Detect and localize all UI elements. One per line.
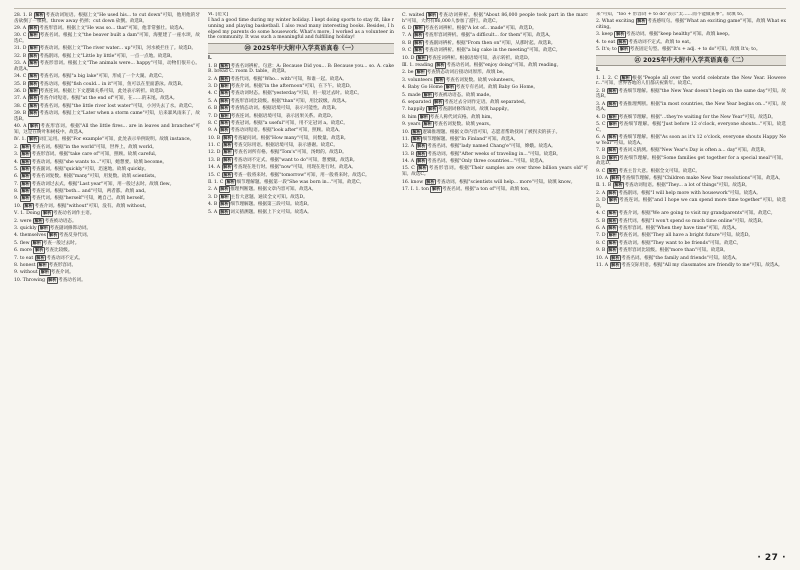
answer-item: 7. D 解析 考查连词。根据语境可知，表示因果关系。故选D。 (208, 112, 336, 119)
answer-item: 5. It's; to 解析 考查固定句型。根据"It's + adj. + to do"可知。故填 It's; to。 (596, 46, 761, 53)
answer-item: 7. happily 解析 考查副词修饰动词。故填 happily。 (402, 106, 512, 113)
analysis-tag: 解析 (608, 239, 617, 245)
analysis-tag: 解析 (445, 84, 455, 90)
analysis-tag: 解析 (419, 113, 429, 119)
answer-item: 2. B 解析 考查细节理解。根据"the New Year doesn't begin on the same day"可知。故选B。 (596, 87, 786, 100)
answer-item: 5. B 解析 考查代词。根据"I won't spend so much time online"可知。故选B。 (596, 217, 766, 224)
answer-item: 12. A 解析 考查名词。根据"lady named Chang'e"可知，嫦娥。故选A。 (402, 143, 556, 150)
analysis-tag: 解析 (220, 62, 229, 68)
analysis-tag: 解析 (220, 90, 229, 96)
answer-item: 2. A 解析 推理判断题。根据文章内容可知。故选A。 (208, 186, 317, 193)
analysis-tag: 解析 (36, 254, 45, 260)
answer-item: 9. years 解析 考查名词复数。故填 years。 (402, 121, 494, 128)
answer-item: 2. A 解析 考查副词。根据"I will help more with housework"可知。故选A。 (596, 189, 761, 196)
analysis-tag: 解析 (21, 165, 30, 171)
section-subheading: Ⅰ. (208, 54, 212, 61)
analysis-tag: 解析 (220, 97, 229, 103)
analysis-tag: 解析 (29, 73, 38, 79)
analysis-tag: 解析 (608, 154, 618, 160)
answer-item: 4. B 解析 细节理解题。根据第三段可知。故选B。 (208, 201, 312, 208)
answer-item: C. waited 解析 考查动词辨析。根据"About 86,000 people took part in the march"可知，大约有86,000人参加了游行。故选C。 (402, 12, 588, 24)
answer-item: 10. B 解析 考查疑问词。根据"How many"可知，问数量。故选B。 (208, 134, 349, 141)
analysis-tag: 解析 (21, 195, 30, 201)
analysis-tag: 解析 (223, 149, 232, 155)
answer-item: 12. D 解析 考查名词所有格。根据"Tom's"可知，汤姆的。故选D。 (208, 149, 347, 156)
answer-item: 4. Baby Go Home 解析 考查专有名词。故填 Baby Go Home。 (402, 84, 538, 91)
section-subheading: Ⅰ. (596, 66, 600, 73)
analysis-tag: 解析 (21, 188, 30, 194)
analysis-tag: 解析 (21, 158, 30, 164)
answer-item: 10. A 解析 考查细节理解。根据"Children make New Year resolutions"可知。故选A。 (596, 174, 784, 181)
analysis-tag: 解析 (29, 88, 38, 94)
answer-item: 8. him 解析 考查人称代词宾格。故填 him。 (402, 113, 496, 120)
answer-item: 15. C 解析 考查一般将来时。根据"tomorrow"可知，用一般将来时。故选C。 (208, 171, 370, 178)
analysis-tag: 解析 (414, 47, 423, 53)
analysis-tag: 解析 (618, 38, 627, 44)
answer-item: 7. A 解析 考查形容词辨析。根据"a difficult... for them"可知。故选A。 (402, 32, 554, 39)
answer-item: 9. C 解析 考查主旨大意。根据全文可知。故选C。 (596, 167, 701, 174)
answer-item: 14. A 解析 考查现在进行时。根据"now"可知，用现在进行时。故选A。 (208, 164, 356, 171)
answer-item: 2. be 解析 考查情态动词后接动词原形。故填 be。 (402, 69, 508, 76)
answer-item: 2. were 解析 考查被动语态。 (14, 217, 77, 224)
answer-item: 4. to eat 解析 考查动词不定式。故填 to eat。 (596, 38, 694, 45)
analysis-tag: 解析 (21, 151, 30, 157)
analysis-tag: 解析 (29, 60, 38, 66)
answer-item: 9. A 解析 考查动词短语。根据"look after"可知，照顾。故选A。 (208, 127, 343, 134)
analysis-tag: 解析 (29, 110, 38, 116)
answer-item: 3. D 解析 考查介词。根据"in the afternoon"可知，在下午。故选D。 (208, 82, 355, 89)
answer-item: 7. 解析 考查动词过去式。根据"Last year"可知，用一般过去时。故填 flew。 (14, 180, 175, 187)
analysis-tag: 解析 (608, 113, 617, 119)
analysis-tag: 解析 (223, 142, 232, 148)
analysis-tag: 解析 (417, 158, 426, 164)
answer-item: 14. A 解析 考查名词。根据"Only three countries..."可知。故选A。 (402, 158, 547, 165)
analysis-tag: 解析 (29, 95, 38, 101)
answer-item: 6. A 解析 考查细节理解。根据"As soon as it's 12 o'clock, everyone shouts Happy New Year"可知。故选A。 (596, 134, 786, 146)
analysis-tag: 解析 (621, 74, 630, 80)
answer-item: 34. C 解析 考查名词。根据"a big lake"可知，形成了一个大湖。故选C。 (14, 73, 167, 80)
analysis-tag: 解析 (416, 69, 425, 75)
answer-item: 来"可知，"too + 形容词 + to do"表示"太……而不能做某事"。故填 to。 (596, 12, 747, 17)
analysis-tag: 解析 (412, 128, 421, 134)
answer-item: Ⅱ. 1. C 解析 细节理解题。根据第一段"She was born in..."可知。故选C。 (208, 179, 365, 186)
analysis-tag: 解析 (24, 202, 33, 208)
answer-item: 38. C 解析 考查名词。根据"the little river lost water"可知，小河失去了水。故选C。 (14, 102, 197, 109)
analysis-tag: 解析 (427, 12, 437, 17)
analysis-tag: 解析 (414, 25, 423, 31)
page-number: · 27 · (757, 553, 786, 563)
analysis-tag: 解析 (220, 127, 229, 133)
analysis-tag: 解析 (608, 217, 617, 223)
analysis-tag: 解析 (226, 179, 235, 185)
answer-item: 5. 解析 考查副词。根据"quickly"可知，迅速地。故填 quickly。 (14, 165, 149, 172)
answer-item: 2. A 解析 考查代词。根据"Who... with"可知，和谁一起。故选A。 (208, 75, 347, 82)
answer-item: 39. B 解析 考查动词。根据上文"Later when a storm came"可知，后来暴风雨来了，故选B。 (14, 110, 200, 123)
analysis-tag: 解析 (611, 261, 620, 267)
answer-item: 10. A 解析 考查名词。根据"the family and friends"可知。故选A。 (596, 254, 740, 261)
answer-item: 5. C 解析 考查细节理解。根据"Just before 12 o'clock, everyone shouts..."可知。故选C。 (596, 121, 786, 133)
analysis-tag: 解析 (220, 112, 229, 118)
answer-item: I had a good time during my winter holiday. I kept doing sports to stay fit, like running and playing basketball. I also read many interesting books. Besides, I helped my parents do some housework. What's more, I worked as a volunteer in the community. It was such a meaningful and fulfilling holiday! (208, 18, 394, 41)
analysis-tag: 解析 (28, 136, 38, 142)
answer-item: 7. B 解析 考查词义猜测。根据"New Year's Day is often a... day"可知。故选B。 (596, 147, 769, 154)
analysis-tag: 解析 (29, 102, 38, 108)
analysis-tag: 解析 (42, 210, 52, 216)
analysis-tag: 解析 (223, 134, 232, 140)
analysis-tag: 解析 (34, 247, 44, 253)
answer-item: 10. Throwing 解析 考查动名词。 (14, 276, 86, 283)
answer-item: 8. 解析 考查连词。根据"both... and"可知，两者都。故填 and。 (14, 188, 149, 195)
answer-item: 8. C 解析 考查动词。根据"They want to be friends"可知。故选C。 (596, 239, 742, 246)
analysis-tag: 解析 (414, 39, 423, 45)
analysis-tag: 解析 (614, 182, 623, 188)
analysis-tag: 解析 (426, 178, 435, 184)
answer-item: 35. B 解析 考查动词。根据"fish could... in it"可知，鱼可以在里面游泳。故选B。 (14, 80, 186, 87)
analysis-tag: 解析 (220, 201, 229, 207)
answer-item: 33. A 解析 考查形容词。根据上文"The animals were... happy"可知，动物们很开心。故选A。 (14, 60, 200, 73)
answer-item: 5. A 解析 考查形容词比较级。根据"than"可知，用比较级。故选A。 (208, 97, 350, 104)
column-1 (14, 12, 200, 544)
analysis-tag: 解析 (637, 18, 646, 24)
answer-item: 11. C 解析 考查交际用语。根据语境可知，表示感谢。故选C。 (208, 142, 338, 149)
column-2 (208, 12, 394, 544)
analysis-tag: 解析 (21, 180, 30, 186)
analysis-tag: 解析 (49, 232, 58, 238)
analysis-tag: 解析 (608, 197, 618, 203)
analysis-tag: 解析 (608, 147, 617, 153)
analysis-tag: 解析 (223, 156, 232, 162)
answer-item: Ⅵ. [范文] (208, 12, 229, 17)
answer-item: 6. more 解析 考查比较级。 (14, 247, 73, 254)
analysis-tag: 解析 (21, 173, 30, 179)
answer-item: 5. flew 解析 考查一般过去时。 (14, 239, 80, 246)
answer-item: 2. 解析 考查名词。根据"in the world"可知，世界上。故填 world。 (14, 143, 157, 150)
analysis-tag: 解析 (223, 171, 232, 177)
analysis-tag: 解析 (417, 54, 426, 60)
answer-item: 13. B 解析 考查动词。根据"After weeks of traveling in..."可知。故选B。 (402, 150, 561, 157)
analysis-tag: 解析 (29, 25, 38, 31)
analysis-tag: 解析 (32, 239, 42, 245)
answer-item: 9. 解析 考查代词。根据"herself"可知，她自己。故填 herself。 (14, 195, 148, 202)
answer-item: 4. C 解析 考查介词。根据"We are going to visit my grandparents"可知。故选C。 (596, 210, 776, 217)
analysis-tag: 解析 (436, 62, 445, 67)
answer-item: 9. without 解析 考查介词。 (14, 269, 74, 276)
analysis-tag: 解析 (611, 254, 620, 260)
answer-item: 8. D 解析 考查细节理解。根据"Some families get together for a special meal"可知。故选D。 (596, 154, 786, 167)
analysis-tag: 解析 (417, 143, 426, 149)
answer-item: 29. A 解析 考查形容词。根据上文"He was so... that"可知，他非常强壮。故选A。 (14, 25, 187, 32)
answer-item: Ⅲ. 1. reading 解析 考查动名词。根据"enjoy doing"可知。故填 reading。 (402, 62, 562, 68)
answer-item: 8. C 解析 考查冠词。根据"a useful"可知，用不定冠词 a。故选C。 (208, 119, 348, 126)
analysis-tag: 解析 (608, 167, 617, 173)
answer-item: 36. D 解析 考查连词。根据上下文逻辑关系可知，此处表示转折。故选D。 (14, 88, 168, 95)
answer-item: 37. A 解析 考查介词短语。根据"at the end of"可知，在……的末尾。故选A。 (14, 95, 178, 102)
answer-item: 6. separated 解析 考查过去分词作定语。故填 separated。 (402, 98, 529, 105)
answer-item: 17. I. 1. ton 解析 考查名词。根据"a ton of"可知。故填 ton。 (402, 185, 533, 192)
analysis-tag: 解析 (608, 121, 618, 127)
analysis-tag: 解析 (435, 76, 444, 82)
analysis-tag: 解析 (414, 32, 423, 38)
analysis-tag: 解析 (220, 82, 229, 88)
analysis-tag: 解析 (35, 12, 44, 17)
section-title-exam-1: ⑳ 2025年中大附中入学英语真卷（一） (208, 43, 394, 54)
analysis-tag: 解析 (220, 193, 229, 199)
answer-item: 3. volunteers 解析 考查名词复数。故填 volunteers。 (402, 76, 518, 83)
answer-item: Ⅳ. 1. 解析 词汇运用。根据"For example"可知，此处表示举例说明。故填 instance。 (14, 136, 195, 143)
answer-item: 40. A 解析 考查形容词。根据"All the little fires... are in leaves and branches"可知，这是在树叶和树枝中。故选A。 (14, 123, 200, 136)
answer-item: 3. keep 解析 考查动词。根据"keep healthy"可知。故填 keep。 (596, 31, 733, 38)
answer-item: 6. B 解析 考查情态动词。根据语境可知，表示可能性。故选B。 (208, 105, 340, 112)
answer-item: 10. 解析 考查介词。根据"without"可知，没有。故填 without。 (14, 202, 150, 209)
answer-item: 4. C 解析 考查动词时态。根据"yesterday"可知，用一般过去时。故选C。 (208, 90, 362, 97)
analysis-tag: 解析 (428, 106, 437, 112)
answer-item: 3. quickly 解析 考查副词修饰动词。 (14, 225, 92, 232)
analysis-tag: 解析 (21, 143, 30, 149)
answer-item: 30. C 解析 考查名词。根据上文"the beaver built a dam"可知，海狸建了一座水坝，故选C。 (14, 32, 200, 45)
analysis-tag: 解析 (619, 46, 629, 52)
answer-item: 4. D 解析 考查细节理解。根据"...they're waiting for the New Year"可知。故选D。 (596, 113, 776, 120)
section-title-exam-2: ㉑ 2025年中大附中入学英语真卷（二） (596, 55, 786, 66)
analysis-tag: 解析 (423, 91, 433, 97)
answer-item: 2. What exciting 解析 考查感叹句。根据"What an exciting game"可知。故填 What exciting。 (596, 18, 786, 31)
analysis-tag: 解析 (611, 174, 620, 180)
answer-item: 11. 解析 细节理解题。根据"In Finland"可知。故选A。 (402, 135, 519, 142)
top-rule (14, 8, 786, 9)
answer-item: Ⅱ. 1. B 解析 考查动词短语。根据"They... a lot of things"可知。故选B。 (596, 182, 750, 189)
answer-item: Ⅴ. 1. Doing 解析 考查动名词作主语。 (14, 210, 95, 217)
answer-item: 8. honest 解析 考查形容词。 (14, 262, 77, 268)
analysis-tag: 解析 (608, 247, 617, 253)
answer-item: 6. 解析 考查名词复数。根据"many"可知，用复数。故填 scientists。 (14, 173, 159, 180)
answer-item: 1. I. 2. C 解析 根据"People all over the world celebrate the New Year. However..."可知，世界各地的人们都庆祝新年。故选C。 (596, 74, 786, 87)
analysis-tag: 解析 (220, 186, 229, 192)
answer-item: 6. A 解析 考查形容词。根据"When they have time"可知。故选A。 (596, 224, 740, 231)
answer-item: 3. D 解析 考查连词。根据"and I hope we can spend more time together"可知。故选D。 (596, 197, 786, 209)
analysis-tag: 解析 (412, 135, 421, 141)
answer-item: 15. C 解析 考查形容词。根据"Their samples are over three billion years old"可知。故选C。 (402, 165, 588, 178)
analysis-tag: 解析 (29, 80, 38, 86)
analysis-tag: 解析 (29, 45, 38, 51)
analysis-tag: 解析 (29, 52, 38, 58)
analysis-tag: 解析 (220, 75, 229, 81)
analysis-tag: 解析 (608, 134, 617, 140)
analysis-tag: 解析 (220, 208, 229, 214)
answer-item: 3. A 解析 考查推理判断。根据"in most countries, the New Year begins on..."可知。故选A。 (596, 100, 786, 113)
answer-item: 3. 解析 考查形容词。根据"take care of"可知，照顾。故填 careful。 (14, 151, 160, 158)
analysis-tag: 解析 (220, 119, 229, 125)
analysis-tag: 解析 (608, 100, 617, 106)
analysis-tag: 解析 (616, 31, 625, 37)
answer-item: 6. D 解析 考查名词辨析。根据"A lot of... made"可知。故选D。 (402, 25, 537, 32)
analysis-tag: 解析 (417, 150, 426, 156)
column-4 (596, 12, 786, 544)
analysis-tag: 解析 (220, 105, 229, 111)
answer-item: 1. B 解析 考查名词辨析。句意：A: Because Did you... B: Because you... so. A. cake B. bread C. room D. table，故选B。 (208, 62, 394, 75)
answer-item: 7. to eat 解析 考查动词不定式。 (14, 254, 84, 261)
analysis-tag: 解析 (434, 98, 443, 104)
analysis-tag: 解析 (223, 164, 232, 170)
column-3 (402, 12, 588, 544)
answer-item: 3. D 解析 主旨大意题。通读全文可知。故选D。 (208, 193, 308, 200)
analysis-tag: 解析 (29, 32, 38, 38)
answer-item: 9. C 解析 考查动词辨析。根据"a big cake in the meeting"可知。故选C。 (402, 47, 561, 54)
analysis-tag: 解析 (29, 123, 39, 129)
answer-item: 9. B 解析 考查形容词比较级。根据"more than"可知。故选B。 (596, 247, 728, 254)
analysis-tag: 解析 (608, 189, 617, 195)
answer-item: 8. B 解析 考查副词辨析。根据"From then on"可知，从那时起。故选B。 (402, 39, 556, 46)
answer-item: 5. A 解析 词义猜测题。根据上下文可知。故选A。 (208, 208, 312, 215)
analysis-tag: 解析 (431, 185, 441, 191)
answer-item: 10. 解析 逻辑推理题。根据文章内容可知，志愿者帮助找回了被拐卖的孩子。 (402, 128, 561, 135)
analysis-tag: 解析 (418, 165, 427, 171)
analysis-tag: 解析 (38, 262, 47, 267)
analysis-tag: 解析 (40, 269, 50, 275)
analysis-tag: 解析 (423, 121, 432, 127)
analysis-tag: 解析 (48, 276, 57, 282)
answer-item: 11. A 解析 考查交际用语。根据"All my classmates are friendly to me"可知。故选A。 (596, 261, 783, 268)
analysis-tag: 解析 (608, 210, 617, 216)
answer-item: 4. themselves 解析 考查反身代词。 (14, 232, 92, 239)
answer-item: 16. know 解析 考查动词。根据"scientists will help... more"可知。故填 know。 (402, 178, 576, 185)
analysis-tag: 解析 (608, 232, 617, 238)
analysis-tag: 解析 (39, 225, 49, 231)
answer-item: 5. made 解析 考查被动语态。故填 made。 (402, 91, 494, 98)
answer-item: 10. D 解析 考查连词辨析。根据语境可知，表示转折。故选D。 (402, 54, 533, 61)
answer-item: 28. 1. B 解析 考查动词短语。根据上文"He used his... to cut down"可知，他用他的牙齿砍倒了一棵树。throw away 扔掉；cut down 砍倒。故选B。 (14, 12, 200, 24)
answer-item: 32. B 解析 考查副词。根据上文"Little by little"可知，一点一点地。故选B。 (14, 52, 175, 59)
answer-item: 7. D 解析 考查名词。根据"They all have a bright future"可知。故选D。 (596, 232, 754, 239)
answer-item: 31. D 解析 考查动词。根据上文"The river water... up"可知，河水被拦住了。故选D。 (14, 45, 196, 52)
analysis-tag: 解析 (34, 217, 43, 223)
answer-item: 13. B 解析 考查动词不定式。根据"want to do"可知，想要做。故选B。 (208, 156, 358, 163)
analysis-tag: 解析 (608, 224, 617, 230)
answer-item: 4. 解析 考查动词。根据"she wants to..."可知，她想要。故填 become。 (14, 158, 167, 165)
analysis-tag: 解析 (608, 87, 617, 93)
